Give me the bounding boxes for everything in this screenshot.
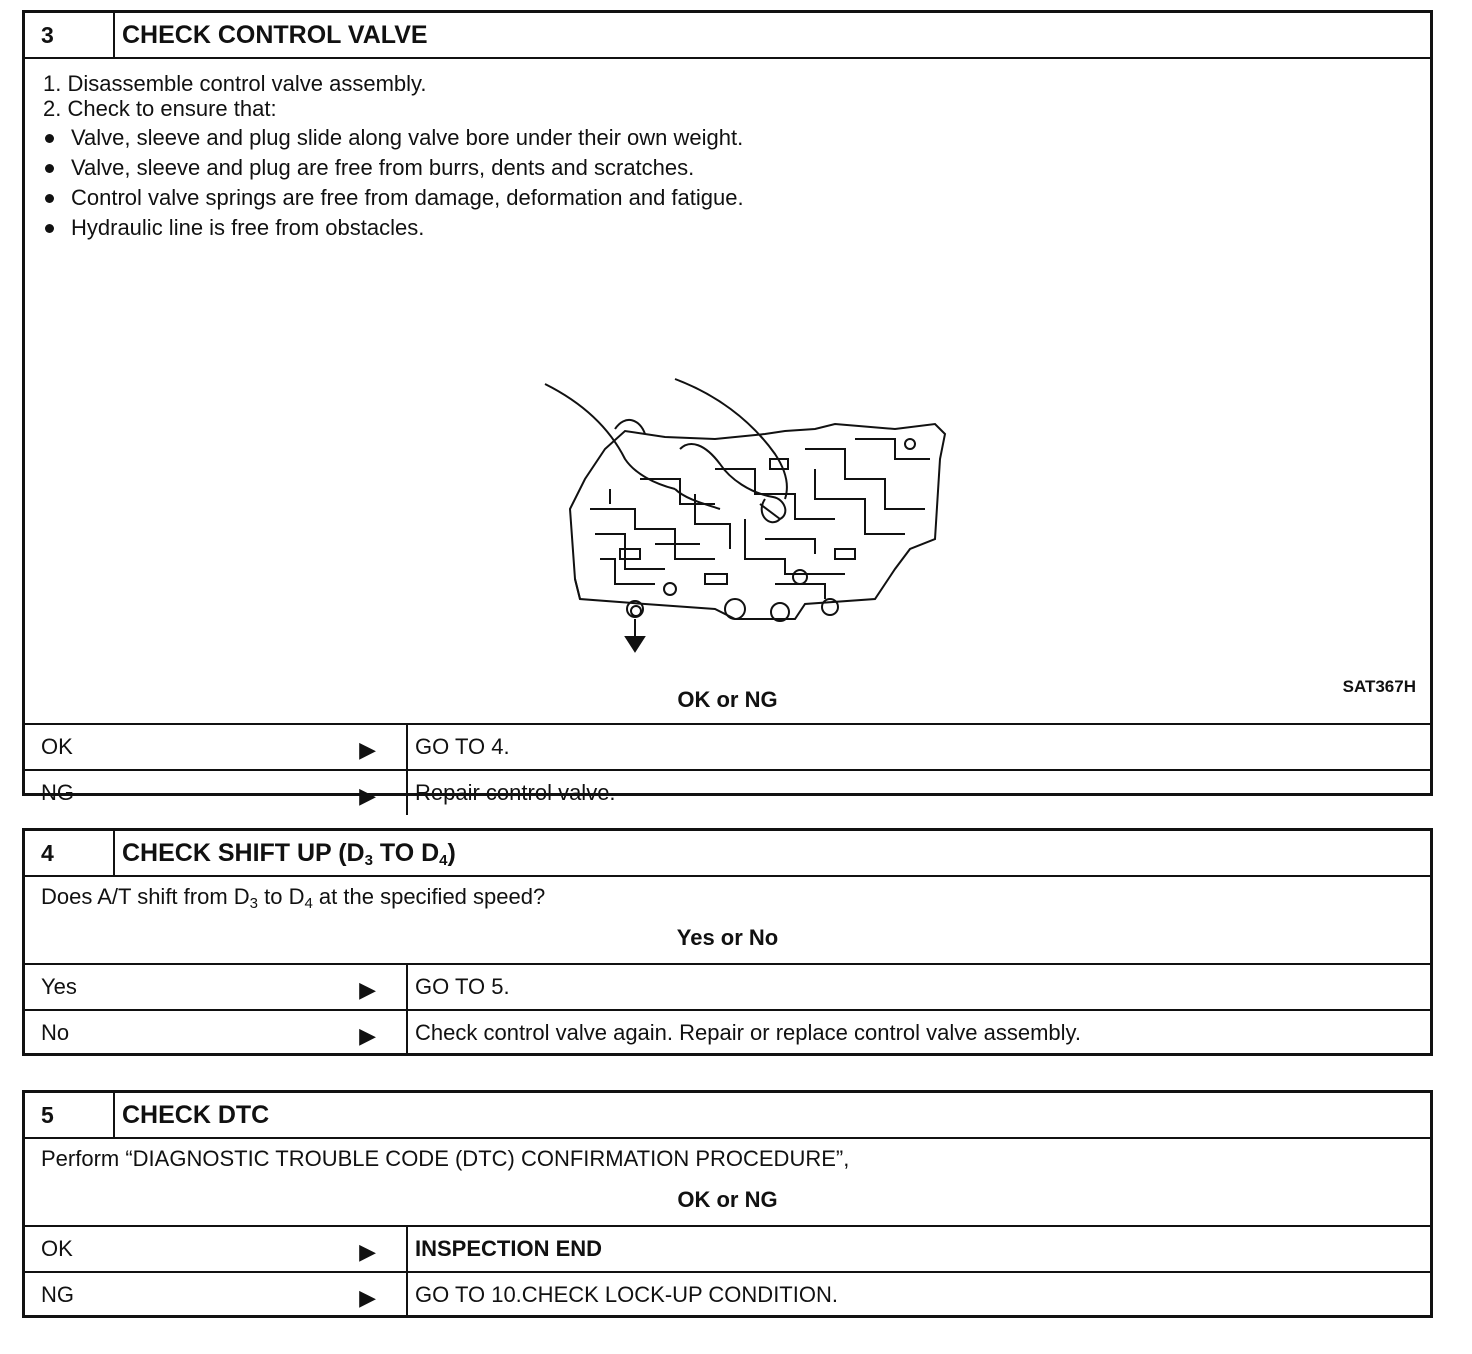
verdict-label: OK or NG: [677, 687, 778, 712]
step-3-header: [25, 13, 1430, 59]
verdict-label: OK or NG: [677, 1187, 778, 1212]
result-row-ng: [25, 1271, 1430, 1317]
arrow-icon: ▶: [359, 783, 376, 808]
step-5-header: [25, 1093, 1430, 1139]
arrow-icon: ▶: [359, 1023, 376, 1048]
step-5-block: [22, 1090, 1433, 1318]
figure-code: SAT367H: [1342, 677, 1416, 696]
result-action: GO TO 4.: [415, 734, 510, 759]
arrow-icon: ▶: [359, 977, 376, 1002]
step-4-block: [22, 828, 1433, 1056]
result-row-ng: [25, 769, 1430, 815]
check-item: Control valve springs are free from damage, deformation and fatigue.: [25, 183, 1430, 213]
result-key: OK: [41, 1236, 73, 1261]
step-number: 5: [25, 1093, 115, 1137]
result-action: Repair control valve.: [415, 780, 616, 805]
result-action: GO TO 5.: [415, 974, 510, 999]
result-key: NG: [41, 780, 74, 805]
step-title: CHECK CONTROL VALVE: [122, 21, 428, 49]
instruction-line: 2. Check to ensure that:: [43, 96, 277, 121]
check-item: Hydraulic line is free from obstacles.: [25, 213, 1430, 243]
arrow-icon: ▶: [359, 737, 376, 762]
result-key: NG: [41, 1282, 74, 1307]
step-3-block: [22, 10, 1433, 808]
step-title: CHECK SHIFT UP ($D_3$ TO $D_4$): [122, 839, 456, 869]
arrow-icon: ▶: [359, 1239, 376, 1264]
arrow-icon: ▶: [359, 1285, 376, 1310]
control-valve-illustration: [515, 319, 955, 659]
verdict-label: Yes or No: [676, 925, 779, 950]
step-4-header: [25, 831, 1430, 877]
result-action: INSPECTION END: [415, 1236, 603, 1261]
result-row-ok: [25, 1225, 1430, 1271]
check-item: Valve, sleeve and plug slide along valve bore under their own weight.: [25, 123, 1430, 153]
result-action: Check control valve again. Repair or replace control valve assembly.: [415, 1020, 1082, 1045]
result-action: GO TO 10.CHECK LOCK-UP CONDITION.: [415, 1282, 838, 1307]
step-title: CHECK DTC: [122, 1101, 270, 1129]
instruction-line: 1. Disassemble control valve assembly.: [43, 71, 427, 96]
step-number: 3: [25, 13, 115, 57]
step-number: 4: [25, 831, 115, 875]
result-key: Yes: [41, 974, 77, 999]
result-key: OK: [41, 734, 73, 759]
result-row-ok: [25, 723, 1430, 769]
result-row-yes: [25, 963, 1430, 1009]
result-key: No: [41, 1020, 70, 1045]
step-3-body: [25, 59, 1430, 709]
check-list: [25, 123, 1430, 243]
check-item: Valve, sleeve and plug are free from burrs, dents and scratches.: [25, 153, 1430, 183]
result-row-no: [25, 1009, 1430, 1055]
step-question: Does A/T shift from $D_3$ to $D_4$ at the specified speed?: [41, 884, 546, 912]
step-instruction: Perform “DIAGNOSTIC TROUBLE CODE (DTC) CONFIRMATION PROCEDURE”,: [41, 1146, 850, 1171]
